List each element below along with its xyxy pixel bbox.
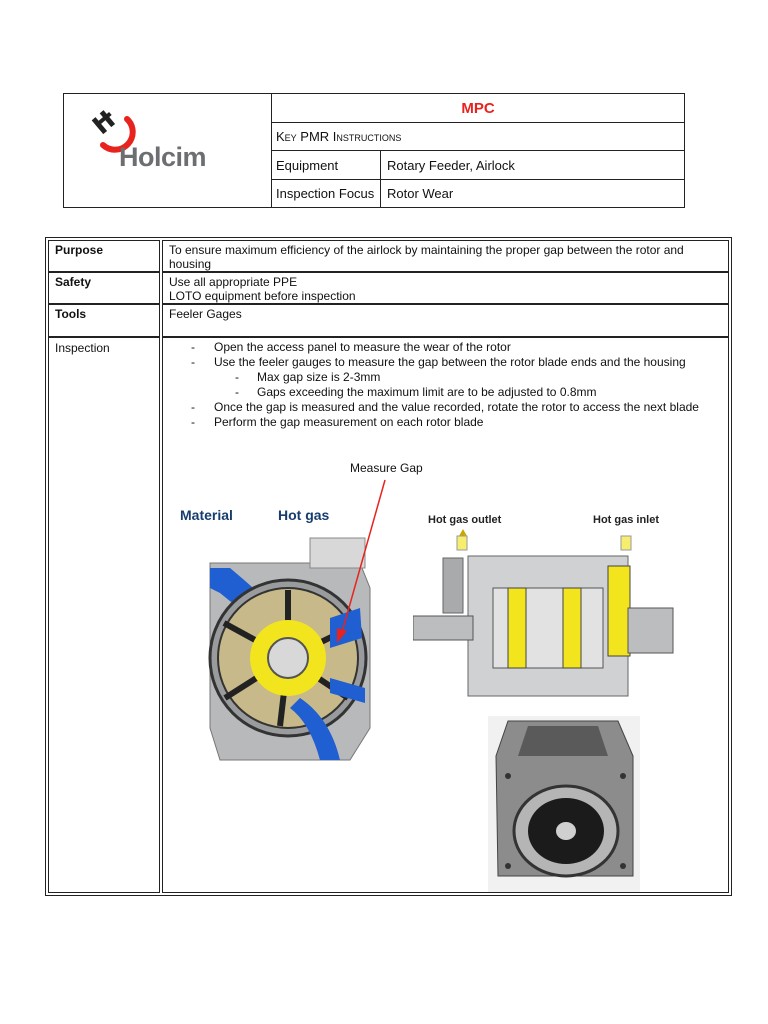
instructions-table xyxy=(45,237,732,896)
airlock-photo xyxy=(488,716,640,892)
focus-value: Rotor Wear xyxy=(387,186,454,201)
inspection-content xyxy=(162,337,729,893)
document-subtitle: Key PMR Instructions xyxy=(276,129,402,144)
purpose-label: Purpose xyxy=(48,240,160,272)
title-row xyxy=(271,94,685,123)
safety-label: Safety xyxy=(48,272,160,304)
safety-row xyxy=(48,272,729,304)
subtitle-row xyxy=(271,123,685,151)
brand-name: Holcim xyxy=(119,142,207,172)
tools-row xyxy=(48,304,729,337)
equipment-label: Equipment xyxy=(271,151,381,179)
logo-cell xyxy=(64,94,272,207)
list-item: - Gaps exceeding the maximum limit are to be adjusted to 0.8mm xyxy=(169,385,722,400)
airlock-side-view xyxy=(413,528,683,703)
safety-text xyxy=(162,272,729,304)
focus-label: Inspection Focus xyxy=(271,180,381,207)
hot-gas-label: Hot gas xyxy=(278,507,330,523)
document-title: MPC xyxy=(461,100,495,117)
measure-gap-label: Measure Gap xyxy=(350,461,423,475)
material-label: Material xyxy=(180,507,233,523)
purpose-text: To ensure maximum efficiency of the airlock by maintaining the proper gap between the rotor and housing xyxy=(162,240,729,272)
inspection-steps xyxy=(169,340,722,430)
list-item: - Max gap size is 2-3mm xyxy=(169,370,722,385)
header-table xyxy=(63,93,685,208)
list-item: - Once the gap is measured and the value recorded, rotate the rotor to access the next blade xyxy=(169,400,722,415)
focus-row xyxy=(271,180,685,207)
hot-gas-inlet-label: Hot gas inlet xyxy=(593,514,660,526)
purpose-row xyxy=(48,240,729,272)
list-item: - Open the access panel to measure the wear of the rotor xyxy=(169,340,722,355)
hot-gas-outlet-label: Hot gas outlet xyxy=(428,514,502,526)
inspection-row xyxy=(48,337,729,893)
arrow-icon xyxy=(323,478,403,648)
equipment-row xyxy=(271,151,685,180)
inspection-label: Inspection xyxy=(48,337,160,893)
equipment-value: Rotary Feeder, Airlock xyxy=(387,157,515,173)
safety-line: LOTO equipment before inspection xyxy=(169,289,356,303)
list-item: - Use the feeler gauges to measure the gap between the rotor blade ends and the housing xyxy=(169,355,722,370)
safety-line: Use all appropriate PPE xyxy=(169,275,298,289)
list-item: - Perform the gap measurement on each rotor blade xyxy=(169,415,722,430)
tools-label: Tools xyxy=(48,304,160,337)
tools-text: Feeler Gages xyxy=(162,304,729,337)
